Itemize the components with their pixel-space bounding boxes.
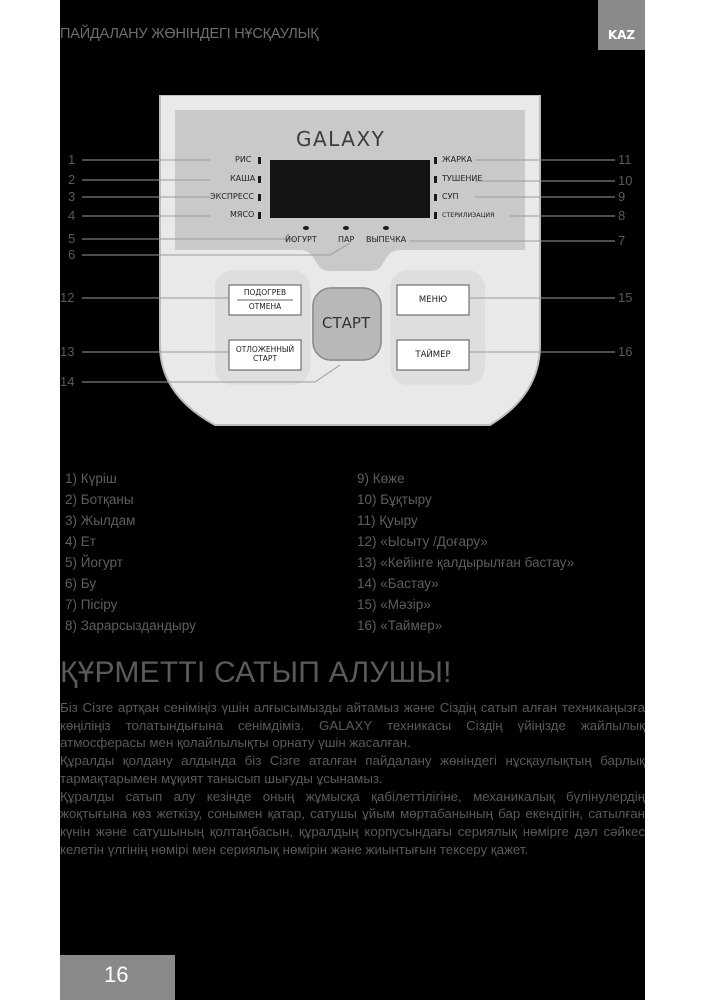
page-number: 16 — [104, 962, 129, 987]
legend-item: 11) Қуыру — [357, 513, 418, 528]
callout-number: 10 — [618, 173, 633, 188]
legend-item: 8) Зарарсыздандыру — [65, 618, 196, 633]
callout-number: 5 — [68, 231, 76, 246]
callout-number: 6 — [68, 247, 76, 262]
callout-number: 3 — [68, 189, 76, 204]
legend-item: 10) Бұқтыру — [357, 492, 432, 507]
callout-number: 8 — [618, 208, 626, 223]
legend-item: 2) Ботқаны — [65, 492, 134, 507]
legend-item: 16) «Таймер» — [357, 618, 443, 633]
timer-button-label: ТАЙМЕР — [415, 350, 451, 360]
legend-item: 15) «Мәзір» — [357, 597, 431, 612]
callout-number: 7 — [618, 233, 626, 248]
program-label-vypechka: ВЫПЕЧКА — [366, 235, 407, 244]
legend-item: 5) Йогурт — [65, 555, 123, 570]
control-panel-diagram — [60, 95, 645, 455]
brand-logo-text: GALAXY — [296, 127, 386, 151]
legend-left-column — [65, 468, 196, 636]
callout-number: 9 — [618, 189, 626, 204]
program-label-sterilizaciya: СТЕРИЛИЗАЦИЯ — [442, 212, 495, 219]
legend-item: 1) Күріш — [65, 471, 117, 486]
callout-number: 14 — [60, 374, 75, 389]
menu-button-label: МЕНЮ — [418, 295, 448, 305]
cancel-button-label: ОТМЕНА — [248, 302, 282, 311]
start-button-label: СТАРТ — [322, 314, 371, 332]
paragraph: Біз Сізге артқан сеніміңіз үшін алғысымызды айтамыз және Сіздің сатып алған техникаңызға көңіліңіз толатындығына сенімдіміз. GALAXY техникасы Сіздің үйіңізде жайлылық атмосферасы мен қолайлылықты орнату үшін жасалған. — [60, 700, 645, 751]
callout-number: 4 — [68, 208, 76, 223]
program-label-tushenie: ТУШЕНИЕ — [442, 174, 483, 183]
program-label-ris: РИС — [235, 155, 252, 164]
language-badge: KAZ — [598, 0, 645, 50]
program-label-zharka: ЖАРКА — [442, 155, 473, 164]
paragraph: Құралды сатып алу кезінде оның жұмысқа қабілеттілігіне, механикалық бүлінулердің жоқтығына көз жеткізу, сонымен қатар, сатушы ұйым мөртабанының бар екендігін, сатылған күнін және сатушының қолтаңбасын, құралдың корпусындағы сериялық нөмірге дәл сәйкес келетін үлгінің нөмірі мен сериялық нөмірін және жиынтығын тексеру қажет. — [60, 788, 645, 857]
program-legend — [60, 468, 645, 638]
intro-text — [60, 699, 645, 858]
program-label-express: ЭКСПРЕСС — [210, 192, 254, 201]
greeting-heading: ҚҰРМЕТТІ САТЫП АЛУШЫ! — [60, 656, 452, 689]
legend-item: 13) «Кейінге қалдырылған бастау» — [357, 555, 575, 570]
page-number-box — [60, 955, 175, 1000]
callout-number: 13 — [60, 344, 75, 359]
manual-page — [60, 0, 645, 1000]
program-label-sup: СУП — [442, 192, 459, 201]
legend-item: 3) Жылдам — [65, 513, 136, 528]
program-label-par: ПАР — [338, 235, 355, 244]
header-title: ПАЙДАЛАНУ ЖӨНІНДЕГІ НҰСҚАУЛЫҚ — [60, 26, 319, 42]
warm-button-label: ПОДОГРЕВ — [243, 288, 287, 297]
callout-number: 11 — [618, 152, 632, 167]
callout-number: 12 — [60, 290, 75, 305]
callout-number: 1 — [68, 152, 76, 167]
legend-item: 7) Пісіру — [65, 597, 118, 612]
legend-item: 6) Бу — [65, 576, 97, 591]
delay-button-label-bottom: СТАРТ — [252, 354, 278, 363]
program-label-myaso: МЯСО — [230, 210, 255, 219]
legend-item: 9) Көже — [357, 471, 405, 486]
legend-item: 12) «Ысыту /Доғару» — [357, 534, 488, 549]
callout-number: 15 — [618, 290, 633, 305]
legend-right-column — [357, 468, 574, 636]
legend-item: 4) Ет — [65, 534, 96, 549]
program-label-yogurt: ЙОГУРТ — [285, 235, 317, 244]
callout-number: 16 — [618, 344, 633, 359]
delay-button-label-top: ОТЛОЖЕННЫЙ — [235, 345, 295, 354]
paragraph: Құралды қолдану алдында біз Сізге аталған пайдалану жөніндегі нұсқаулықтың барлық тармақтарымен мұқият танысып шығуды ұсынамыз. — [60, 753, 645, 786]
callout-number: 2 — [68, 172, 76, 187]
program-label-kasha: КАША — [230, 174, 256, 183]
legend-item: 14) «Бастау» — [357, 576, 439, 591]
